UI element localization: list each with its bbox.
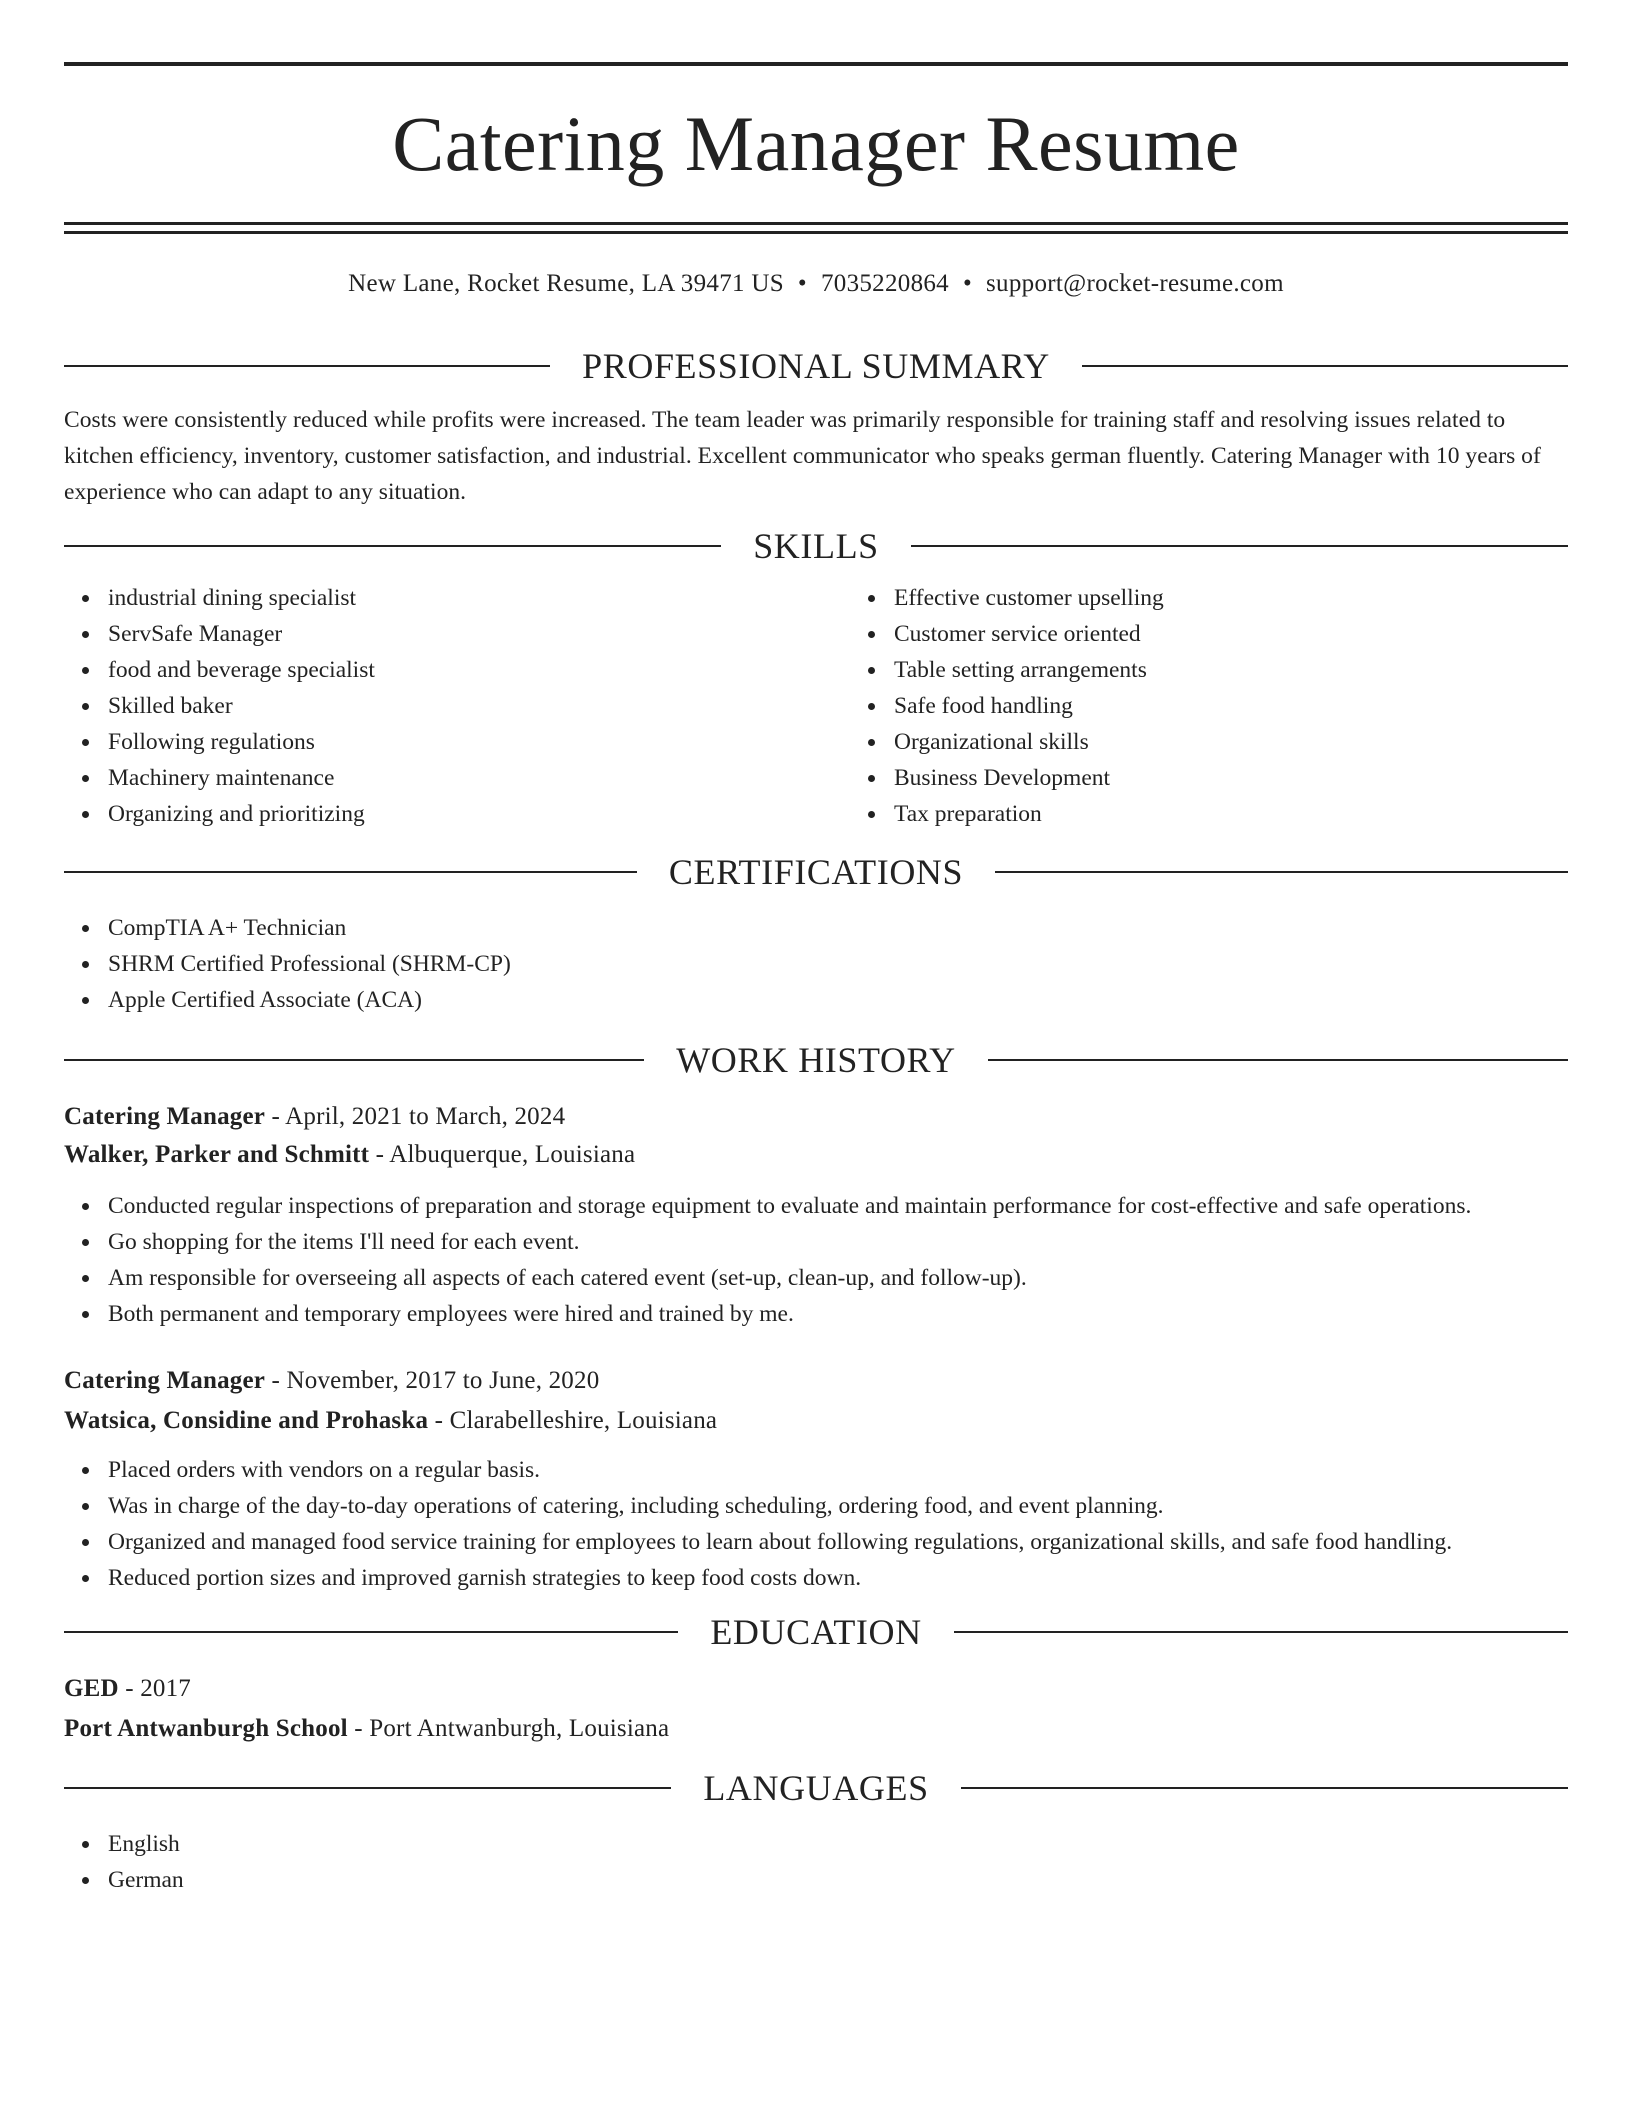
heading-rule: [954, 1631, 1568, 1633]
skill-item: Table setting arrangements: [894, 652, 1568, 688]
top-rule: [64, 62, 1568, 66]
heading-rule: [1082, 365, 1568, 367]
contact-phone: 7035220864: [820, 270, 949, 297]
job-location: - Clarabelleshire, Louisiana: [428, 1407, 718, 1434]
skill-item: industrial dining specialist: [108, 580, 850, 616]
certification-item: Apple Certified Associate (ACA): [108, 982, 1568, 1018]
education-degree-line: [64, 1670, 1568, 1708]
skill-item: Safe food handling: [894, 688, 1568, 724]
section-title: EDUCATION: [710, 1612, 922, 1652]
skill-item: Organizational skills: [894, 724, 1568, 760]
job-bullet: Conducted regular inspections of preparation and storage equipment to evaluate and maintain performance for cost-effective and safe operations.: [108, 1188, 1568, 1224]
heading-rule: [988, 1059, 1568, 1061]
skill-item: Tax preparation: [894, 796, 1568, 832]
job-bullets: [64, 1188, 1568, 1332]
skill-item: Business Development: [894, 760, 1568, 796]
section-heading-certifications: [64, 850, 1568, 894]
job-title: Catering Manager: [64, 1103, 266, 1130]
education-year: - 2017: [118, 1675, 192, 1702]
heading-rule: [64, 1059, 644, 1061]
page-title: Catering Manager Resume: [392, 100, 1240, 187]
job-company-line: [64, 1402, 1568, 1440]
certifications-list: [64, 910, 1568, 1018]
heading-rule: [961, 1787, 1568, 1789]
contact-separator: •: [962, 270, 973, 297]
job-dates: - November, 2017 to June, 2020: [265, 1367, 600, 1394]
job-location: - Albuquerque, Louisiana: [369, 1141, 636, 1168]
job-bullet: Reduced portion sizes and improved garnish strategies to keep food costs down.: [108, 1560, 1568, 1596]
job-entry: [64, 1098, 1568, 1332]
job-bullet: Am responsible for overseeing all aspects of each catered event (set-up, clean-up, and follow-up).: [108, 1260, 1568, 1296]
language-item: English: [108, 1826, 1568, 1862]
skill-item: Effective customer upselling: [894, 580, 1568, 616]
skills-column-left: [64, 580, 850, 832]
skill-item: Skilled baker: [108, 688, 850, 724]
section-title: SKILLS: [753, 526, 879, 566]
education-degree: GED: [64, 1675, 119, 1702]
job-bullet: Go shopping for the items I'll need for each event.: [108, 1224, 1568, 1260]
job-title-line: [64, 1098, 1568, 1136]
contact-separator: •: [797, 270, 807, 297]
summary-text: Costs were consistently reduced while profits were increased. The team leader was primarily responsible for training staff and resolving issues related to kitchen efficiency, inventory, customer satisfaction, and industrial. Excellent communicator who speaks german fluently. Catering Manager with 10 years of experience who can adapt to any situation.: [64, 407, 1541, 505]
job-bullet: Both permanent and temporary employees were hired and trained by me.: [108, 1296, 1568, 1332]
languages-list: [64, 1826, 1568, 1898]
job-title: Catering Manager: [64, 1367, 266, 1394]
section-title: CERTIFICATIONS: [668, 852, 964, 892]
language-item: German: [108, 1862, 1568, 1898]
heading-rule: [64, 871, 637, 873]
section-title: LANGUAGES: [703, 1768, 929, 1808]
job-bullet: Placed orders with vendors on a regular basis.: [108, 1452, 1568, 1488]
section-heading-summary: [64, 344, 1568, 388]
heading-rule: [911, 545, 1568, 547]
section-heading-skills: [64, 524, 1568, 568]
education-location: - Port Antwanburgh, Louisiana: [347, 1715, 670, 1742]
job-bullet: Organized and managed food service training for employees to learn about following regulations, organizational skills, and safe food handling.: [108, 1524, 1568, 1560]
job-bullets: [64, 1452, 1568, 1596]
heading-rule: [64, 1787, 671, 1789]
section-title: PROFESSIONAL SUMMARY: [582, 346, 1050, 386]
contact-email: support@rocket-resume.com: [986, 270, 1284, 297]
heading-rule: [64, 365, 550, 367]
education-school-line: [64, 1710, 1568, 1748]
education-school: Port Antwanburgh School: [64, 1715, 348, 1742]
skill-item: Following regulations: [108, 724, 850, 760]
job-company-line: [64, 1136, 1568, 1174]
section-heading-work-history: [64, 1038, 1568, 1082]
heading-rule: [64, 545, 721, 547]
skill-item: Customer service oriented: [894, 616, 1568, 652]
section-heading-languages: [64, 1766, 1568, 1810]
contact-address: New Lane, Rocket Resume, LA 39471 US: [348, 270, 784, 297]
section-title: WORK HISTORY: [676, 1040, 956, 1080]
job-dates: - April, 2021 to March, 2024: [265, 1103, 566, 1130]
skill-item: ServSafe Manager: [108, 616, 850, 652]
section-heading-education: [64, 1610, 1568, 1654]
heading-rule: [64, 1631, 678, 1633]
skills-column-right: [850, 580, 1568, 832]
contact-line: [64, 268, 1568, 300]
skill-item: food and beverage specialist: [108, 652, 850, 688]
certification-item: CompTIA A+ Technician: [108, 910, 1568, 946]
title-double-rule: [64, 222, 1568, 234]
certification-item: SHRM Certified Professional (SHRM-CP): [108, 946, 1568, 982]
job-title-line: [64, 1362, 1568, 1400]
job-entry: [64, 1362, 1568, 1596]
job-company: Watsica, Considine and Prohaska: [64, 1407, 429, 1434]
skill-item: Machinery maintenance: [108, 760, 850, 796]
heading-rule: [995, 871, 1568, 873]
job-company: Walker, Parker and Schmitt: [64, 1141, 370, 1168]
job-bullet: Was in charge of the day-to-day operations of catering, including scheduling, ordering food, and event planning.: [108, 1488, 1568, 1524]
education-entry: [64, 1670, 1568, 1748]
skills-list: [64, 580, 1568, 832]
skill-item: Organizing and prioritizing: [108, 796, 850, 832]
